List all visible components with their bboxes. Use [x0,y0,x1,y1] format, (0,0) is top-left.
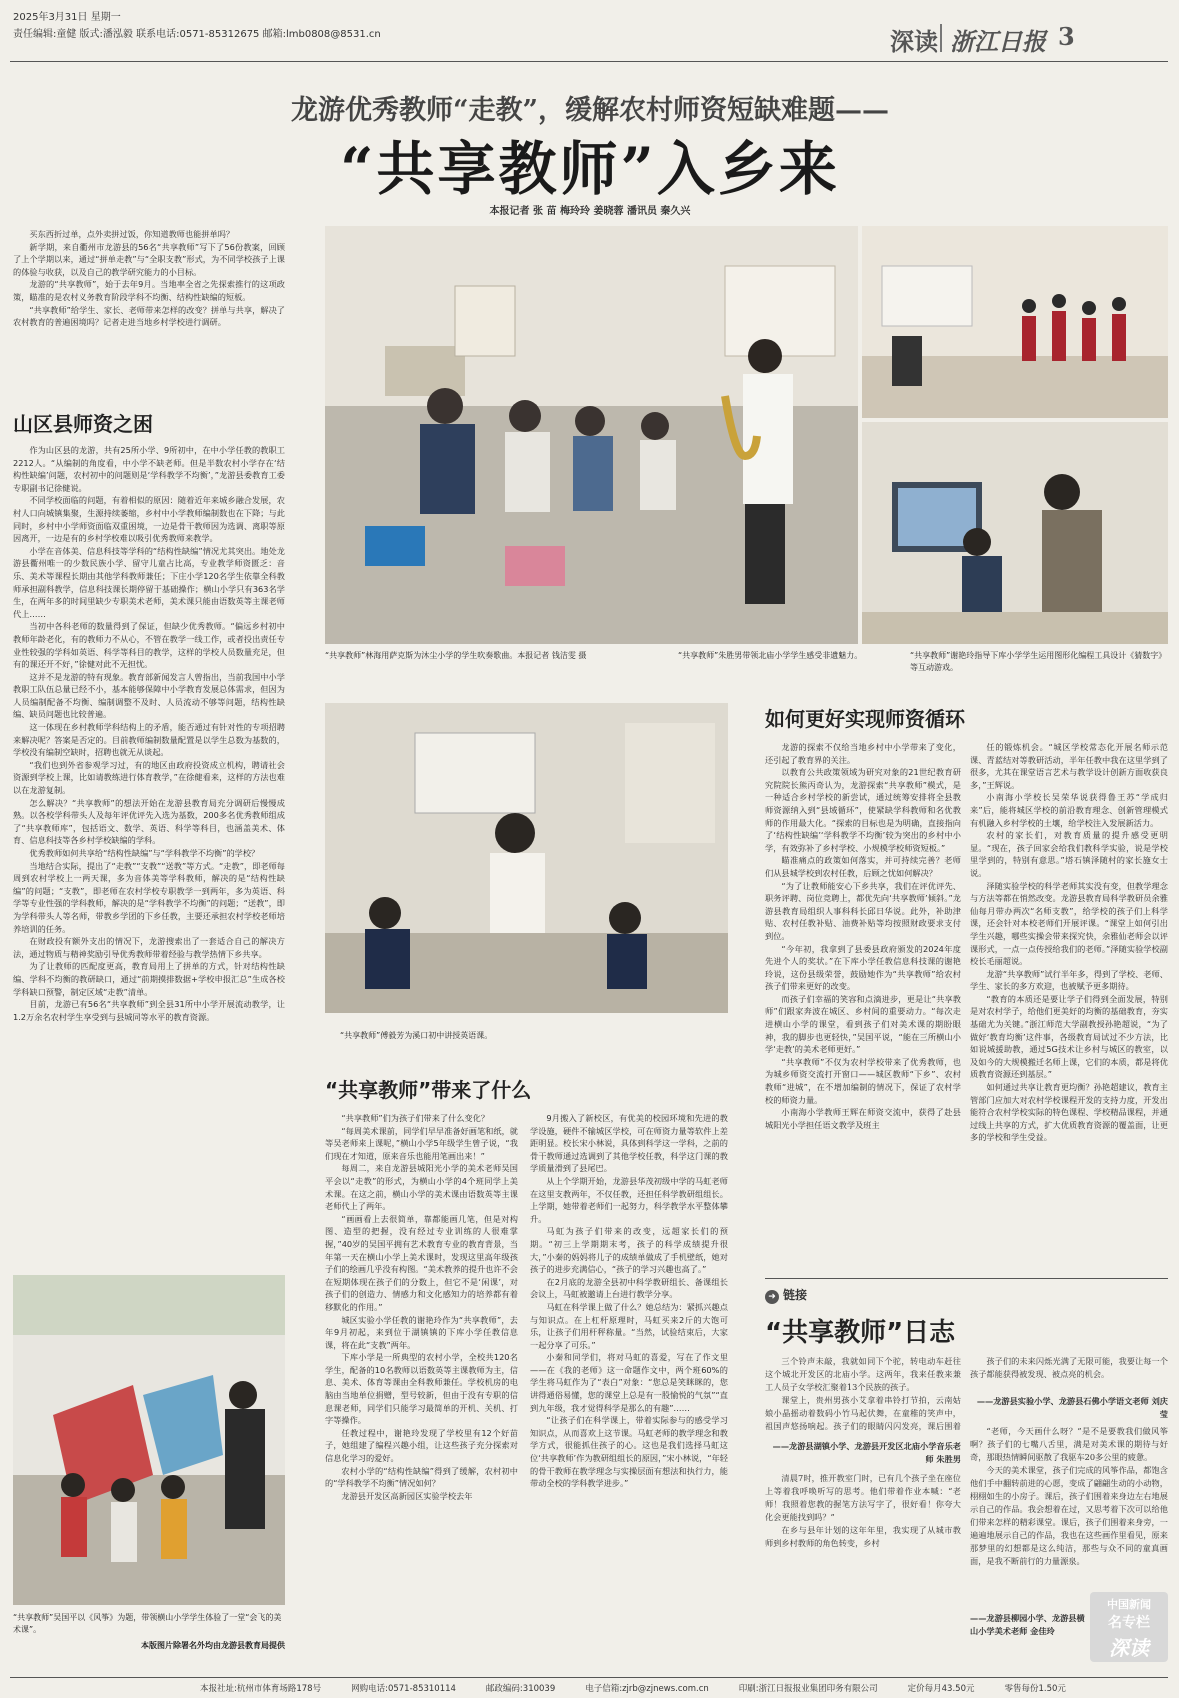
paragraph: 怎么解决？“共享教师”的想法开始在龙游县教育局充分调研后慢慢成熟。以各校学科带头人及每年评优评先入选为基数，200多名优秀教师组成了“共享教师库”，包括语文、数学、英语、科学等科目，也涵盖美术、体育、信息科技等各乡村学校缺编的学科。 [13,797,285,846]
paragraph: 龙游的探索不仅给当地乡村中小学带来了变化，还引起了教育界的关注。 [765,742,961,765]
section-title-1: 山区县师资之困 [13,412,153,436]
footer-postcode: 邮政编码:310039 [485,1684,556,1694]
paragraph: 优秀教师如何共享给“结构性缺编”与“学科教学不均衡”的学校？ [29,848,260,858]
footer-price-month: 定价每月43.50元 [907,1684,975,1694]
section-name: 深读 [890,27,938,56]
log-para: 今天的美术课堂，孩子们完成的风筝作品，都饱含他们手中翻转前进的心愿，变成了翩翩生动的小动物，栩栩如生的小房子。课后，孩子们围着来身边左右地展示自己的作品。我会想着在过，又思考着下次可以给他们带来怎样的精彩课堂。课后，孩子们围着来身旁，一遍遍地展示自己的作品，我也在这些画作里看见，原来那梦里的幻想都是这么纯洁，那些与众不同的童真画面，是我不断前行的力量源泉。 [970,1465,1168,1566]
log-entry-2-cont [970,1355,1168,1391]
paragraph: 龙游县开发区高新园区实验学校去年 [341,1490,473,1501]
headline-title: “共享教师”入乡来 [340,135,840,203]
paragraph: 在2月底的龙游全县初中科学教研组长、备课组长会议上，马虹被邀请上台进行教学分享。 [530,1276,728,1300]
paragraph: 作为山区县的龙游，共有25所小学、9所初中，在中小学任教的教职工2212人。“从编制的角度看，中小学不缺老师。但是半数农村小学存在‘结构性缺编’问题，农村初中的问题则是‘学科教学不均衡’，”龙游县委教育工委专职副书记徐健说。 [13,445,285,493]
column-watermark [1090,1592,1168,1662]
paragraph: 小秦和同学们，将对马虹的喜爱，写在了作文里——在《我的老师》这一命题作文中，两个班60%的学生将马虹作为了“表白”对象：“您总是笑眯眯的，您讲得通俗易懂，您的课堂上总是有一股愉悦的气氛”“直到九年级，我才觉得科学是那么的有趣”…… [530,1352,728,1413]
footer-address: 本报社址:杭州市体育场路178号 [200,1684,322,1694]
intro-para: 买东西折过单，点外卖拼过饭，你知道教师也能拼单吗？ [29,229,235,239]
intro-text [13,228,285,370]
paragraph: 马虹为孩子们带来的改变，远超家长们的预期。“初三上学期期末考，孩子的科学成绩提升很大，”小秦的妈妈将儿子的成绩单做成了手机壁纸，她对孩子的进步充满信心，“孩子的学习兴趣也高了。” [530,1226,728,1275]
footer-phone: 网购电话:0571-85310114 [351,1684,456,1694]
paragraph: 当地结合实际，提出了“走教”“支教”“送教”等方式。“走教”，即老师每周到农村学校上一两天课，多为音体美等学科教师，解决的是“结构性缺编”的问题；“支教”，即老师在农村学校专职教学一到两年，多为英语、科学等专业性强的学科教师，解决的是“学科教学不均衡”的问题；“送教”，即为学科带头人等名师，带教乡学团的下乡任教，主要还承担农村学校老师培养培训的任务。 [13,860,285,934]
paragraph: 9月搬入了新校区，有优美的校园环境和先进的教学设施，硬件不输城区学校，可在师资力量等软件上差距明显。校长宋小林说，具体到科学这一学科，之前的骨干教师通过选调到了其他学校任教，科学这门课的教学质量滑到了县尾巴。 [530,1113,728,1174]
log-signature-3: ——龙游县柳园小学、龙游县横山小学美术老师 金佳玲 [970,1613,1085,1636]
paragraph: 不同学校面临的问题，有着相似的原因：随着近年来城乡融合发展，农村人口向城镇集聚，生源持续萎缩，乡村中小学教师编制数也在下降；与此同时，乡村中小学师资面临双重困境，一边是骨干教师因为选调、离职等原因离开，一边是有的乡村学校难以吸引优秀教师来教学。 [13,495,285,544]
paragraph: 在财政投有额外支出的情况下，龙游搜索出了一套适合自己的解决方法，通过物质与精神奖励引导优秀教师带着经验与教学热情下乡共享。 [13,936,285,959]
paragraph: 每周二，来自龙游县城阳光小学的美术老师吴国平会以“走教”的形式，为横山小学的4个班同学上美术课。在这之前，横山小学的美术课由语数英等主课老师代上了两年。 [325,1163,518,1212]
newspaper-name: 浙江日报 [950,27,1046,56]
paragraph: “今年初，我拿到了县委县政府颁发的2024年度先进个人的奖状。”在下库小学任教信息科技课的谢艳玲说，这份县级荣誉，鼓励她作为“共享教师”给农村孩子们带来更好的改变。 [765,943,961,992]
log-para: 三个铃声未敲，我就如同下个驼，转电动车赶往这个城北开发区的北庙小学。这两年，我来任教来兼工人员子女学校汇聚着13个民族的孩子。 [765,1356,961,1392]
section-title-3: 如何更好实现师资循环 [765,707,965,731]
paragraph: 马虹在科学课上做了什么？她总结为：紧抓兴趣点与知识点。在上杠杆原理时，马虹买来2斤的大饱可乐，让孩子们用杆秤称量。“当然，试验结束后，大家一起分享了可乐。” [530,1301,728,1350]
section-2-col-1 [325,1112,518,1670]
photo-computer-class [862,422,1168,644]
masthead-divider [940,24,942,52]
log-entry-1 [765,1355,961,1435]
header-rule [10,61,1168,62]
log-para: 课堂上，贵州男孩小艾拿着串铃打节拍，云南姑娘小晶摇动着数码小竹马起伏舞，在童稚的笑声中，祖国声悠扬响起。孩子们的眼睛闪闪发亮，课后围着 [765,1395,961,1431]
section-2-col-2 [530,1112,728,1670]
paragraph: 城区实验小学任教的谢艳玲作为“共享教师”，去年9月初起，来到位于湖镇镇的下库小学任教信息课，将在此“支教”两年。 [325,1314,518,1350]
paragraph: 任教过程中，谢艳玲发现了学校里有12个好苗子，她组建了编程兴趣小组，让这些孩子充分探索对信息化学习的爱好。 [325,1427,518,1464]
paragraph: 为了让教师的匹配度更高，教育局用上了拼单的方式，针对结构性缺编、学科不均衡的教研缺口，通过“前期摸排数据+学校申报汇总”生成各校学科缺口预警，制定区域“走教”清单。 [13,961,285,997]
paragraph: “共享教师”们为孩子们带来了什么变化？ [341,1113,490,1123]
paragraph: 小学在音体美、信息科技等学科的“结构性缺编”情况尤其突出。地处龙游县衢州唯一的少数民族小学、留守儿童占比高，专业教学师资匮乏：音乐、美术等课程长期由其他学科教师兼任；下庄小学120名学生依靠全科教师承担副科教学，信息科技课长期停留于基础操作；横山小学只有363名学生，在两年多的时间里缺少专职美术老师，美术课只能由语数英等主课老师代上…… [13,545,285,619]
paragraph: 目前，龙游已有56名“共享教师”到全县31所中小学开展流动教学，让1.2万余名农村学生享受到与县城同等水平的教育资源。 [13,999,285,1022]
sidebar-rule [765,1278,1168,1279]
photo-kite-class [13,1275,285,1605]
paragraph: 而孩子们幸福的笑容和点滴进步，更是让“共享教师”们跟家奔波在城区、乡村间的重要动力。“每次走进横山小学的课堂，看到孩子们对美术课的期盼眼神，我的脚步也更轻快，”吴国平说，“能在三所横山小学‘走教’的美术老师更好。” [765,993,961,1055]
paragraph: “教育的本质还是要让学子们得到全面发展，特别是对农村学子，给他们更美好的均衡的基础教育，夯实基础尤为关键。”浙江师范大学副教授孙艳超说，“为了做好‘教育均衡’这件事，各级教育局试过不少方法，比如说城援助教，通过5G技术让乡村与城区的教室，以及如今的大规模搬迁名师上课，它们的本质，都是将优质教育资源还到基层。” [970,993,1168,1080]
paragraph: 这并不是龙游的特有现象。教育部新闻发言人曾指出，当前我国中小学教职工队伍总量已经不小，基本能够保障中小学教育发展总体需求，但因为人员编制配备不均衡、编制调整不及时、人员流动不够等问题，结构性缺编、缺员问题也比较普遍。 [13,671,285,720]
log-signature-1: ——龙游县湖镇小学、龙游县开发区北庙小学音乐老师 朱胜男 [772,1441,961,1464]
paragraph: 如何通过共享让教育更均衡？孙艳超建议，教育主管部门应加大对农村学校课程开发的支持力度，开发出能符合农村学校实际的特色课程、学校精品课程，并通过线上共享的方式，扩大优质教育资源的覆盖面，让更多的学校和学生受益。 [970,1082,1168,1143]
log-para: 清晨7时，推开教室门时，已有几个孩子坐在座位上等着我呼唤听写的思考。他们带着作业本喊：“老师！我照着您教的握笔方法写字了，很好看！你夸大化会更能找到吗？” [765,1473,961,1522]
log-entry-2 [765,1472,961,1657]
paragraph: 泽随实验学校的科学老师其实没有变，但教学理念与方法等都在悄然改变。龙游县教育局科学教研员余雅仙每月带办两次“名师支教”，给学校的孩子们上科学课，还会针对本校老师们开展评课。“课堂上如何引出学生兴趣，哪些实操会带来探究快，余雅仙老师会以评课形式，一点一点传授给我们的老师。”泽随实验学校副校长毛丽超说。 [970,880,1168,967]
watermark-line: 中国新闻 [1107,1598,1151,1611]
section-3-col-2 [970,741,1168,1261]
caption-kite: “共享教师”吴国平以《风筝》为题，带领横山小学学生体验了一堂“会飞的美术课”。 [13,1613,282,1634]
paragraph: 瞄准痛点的政策如何落实，并可持续完善？老师们从县城学校到农村任教，后顾之忧如何解决？ [765,855,961,878]
paragraph: “我们也到外省参观学习过，有的地区由政府投资成立机构，聘请社会资源到学校上课，比如请教练进行体育教学，”在徐健看来，这样的方法也难以在龙游复制。 [13,759,285,796]
footer-info [200,1682,1066,1694]
paragraph: “每周美术课前，同学们早早准备好画笔和纸，就等吴老师来上课呢，”横山小学5年级学生曾子说，“我们现在才知道，原来音乐也能用笔画出来！” [325,1125,518,1161]
paragraph: “让孩子们在科学课上，带着实际参与的感受学习知识点，从而喜欢上这节课。马虹老师的教学理念和教学方式，很能抓住孩子的心。这也是我们选择马虹这位‘共享教师’作为教研组组长的原因，”宋小林说，“年轻的骨干教师在教学理念与实操层面有想法和执行力，能带动全校的学科教学进步。” [530,1415,728,1489]
photo-saxophone-class [325,226,858,644]
sidebar-title: “共享教师”日志 [765,1318,956,1348]
watermark-line: 名专栏 [1108,1615,1150,1631]
paragraph: 当初中各科老师的数量得到了保证，但缺少优秀教师。“偏远乡村初中教师年龄老化，有的教师力不从心，不管在教学一线工作，或者投出责任专业性较强的学科如英语、科学等科目的教学，这样的学校人员数量充足，但有的课还开不好，”徐健对此不无担忧。 [13,621,285,670]
paragraph: 农村的家长们，对教育质量的提升感受更明显。“现在，孩子回家会给我们教科学实验，说是学校里学到的，特别有意思。”塔石镇泽随村的家长施女士说。 [970,830,1168,878]
paragraph: 以教育公共政策领域为研究对象的21世纪教育研究院院长熊丙奇认为，龙游探索“共享教师”模式，是一种适合乡村学校的新尝试，通过统筹安排将全县教师资源纳入到“县域循环”，使紧缺学科教师和名优教师的作用最大化。“探索的目标也是为明确，直接指向了‘结构性缺编’‘学科教学不均衡’较为突出的乡村中小学，有效弥补了乡村学校、小规模学校师资短板。” [765,767,961,853]
link-text: 链接 [783,1288,808,1302]
footer-rule [10,1677,1168,1678]
log-signature-2: ——龙游县实验小学、龙游县石佛小学语文老师 刘庆莹 [976,1396,1168,1419]
caption-dance: “共享教师”朱胜男带领北庙小学学生感受非遗魅力。 [678,651,863,660]
paragraph: “共享教师”不仅为农村学校带来了优秀教师，也为城乡师资交流打开窗口——城区教师“下乡”、农村教师“进城”，在不增加编制的情况下，保证了农村学校的师资力量。 [765,1056,961,1105]
paragraph: 任的锻炼机会。“城区学校常态化开展名师示范课、青蓝结对等教研活动，半年任教中我在这里学到了很多，尤其在课堂语言艺术与教学设计创新方面收获良多，”王辉说。 [970,742,1168,790]
caption-english: “共享教师”傅毅芳为溪口初中讲授英语课。 [340,1031,493,1040]
link-label [765,1286,807,1304]
caption-saxophone: “共享教师”林海用萨克斯为沐尘小学的学生吹奏歌曲。本报记者 钱洁雯 摄 [325,651,587,660]
byline: 本报记者 张 苗 梅玲玲 姜晓蓉 潘讯员 秦久兴 [489,206,691,217]
paragraph: 这一体现在乡村教师学科结构上的矛盾，能否通过有针对性的专项招聘来解决呢？答案是否定的。目前教师编制数量配置是以学生总数为基数的，学校没有编制空缺时，招聘也就无从谈起。 [13,722,285,758]
issue-date: 2025年3月31日 星期一 [13,12,121,23]
page-number: 3 [1058,22,1075,51]
intro-para: “共享教师”给学生、家长、老师带来怎样的改变？拼单与共享，解决了农村教育的普遍困境吗？记者走进当地乡村学校进行调研。 [13,304,285,328]
paragraph: 龙游“共享教师”试行半年多，得到了学校、老师、学生、家长的多方欢迎，也被赋予更多期待。 [970,968,1168,992]
paragraph: 从上个学期开始，龙游县华茂初级中学的马虹老师在这里支教两年，不仅任教，还担任科学教研组组长。上学期，她带着老师们一起努力，科学教学水平整体攀升。 [530,1175,728,1224]
section-1-body [13,444,285,1164]
log-para: “老师，今天画什么呀？”是不是要教我们做风筝啊？孩子们的七嘴八舌里，满是对美术课的期待与好奇，那眼热情瞬间驱散了我驱车20多公里的疲惫。 [970,1426,1168,1462]
paragraph: “画画看上去很简单，靠都能画几笔，但是对构图、造型的把握，没有经过专业训练的人很难掌握，”40岁的吴国平拥有艺术教育专业的教育背景，当年第一天在横山小学上美术课时，发现这里高年级孩子们的绘画几乎没有构图。“美术教养的提升也许不会在短期体现在孩子们的分数上，但它不是‘闲课’，对孩子们的创造力、情感力和文化感知力的培养都有着移默化的作用。” [325,1213,518,1312]
headline-kicker: 龙游优秀教师“走教”，缓解农村师资短缺难题—— [290,95,890,126]
log-para: 孩子们的未来闪烁光满了无限可能，我要让每一个孩子都能获得被发现、被点亮的机会。 [970,1356,1168,1379]
paragraph: 下库小学是一所典型的农村小学，全校共120名学生，配备的10名教师以语数英等主课教师为主，信息、美术、体育等课由全科教师兼任。学校机房的电脑由当地单位捐赠，型号较新，但由于没有专职的信息课老师，同学们只能学习最简单的开机、关机、打字等操作。 [325,1352,518,1426]
section-3-col-1 [765,741,961,1261]
intro-para: 龙游的“共享教师”，始于去年9月。当地率全省之先探索推行的这项政策，瞄准的是农村义务教育阶段学科不均衡、结构性缺编的短板。 [13,279,285,302]
section-title-2: “共享教师”带来了什么 [325,1078,532,1102]
caption-computer: “共享教师”谢艳玲指导下库小学学生运用图形化编程工具设计《猜数字》等互动游戏。 [910,651,1167,672]
photo-dance-class [862,226,1168,418]
paragraph: 小南海小学校长吴荣华说获得鲁王苏“学成归来”后，能将城区学校的前沿教育理念、创新管理模式有机融入乡村学校的土壤，给学校注入发展新活力。 [970,792,1168,828]
watermark-line: 深读 [1109,1636,1149,1660]
photo-credit: 本版图片除署名外均由龙游县教育局提供 [141,1641,285,1650]
paragraph: “为了让教师能安心下乡共享，我们在评优评先、职务评聘、岗位竞聘上，都优先向‘共享教师’倾斜。”龙游县教育局组织人事科科长邱日华说。此外，补助津贴、农村任教补贴、油费补贴等均按照财政要求支付到位。 [765,880,961,941]
footer-email: 电子信箱:zjrb@zjnews.com.cn [585,1684,709,1694]
log-para: 在乡与县年计划的这年年里，我实现了从城市教师到乡村教师的角色转变，乡村 [765,1525,961,1548]
arrow-right-icon: ➜ [765,1290,779,1304]
log-entry-3 [970,1425,1168,1605]
editor-info: 责任编辑:童健 版式:潘泓毅 联系电话:0571-85312675 邮箱:lmb0808@8531.cn [13,29,381,40]
paragraph: 农村小学的“结构性缺编”得到了缓解，农村初中的“学科教学不均衡”情况如何？ [325,1465,518,1489]
footer-price-single: 零售每份1.50元 [1004,1684,1066,1694]
paragraph: 小南海小学教师王辉在师资交流中，获得了赴县城阳光小学担任语文教学及班主 [765,1107,961,1130]
photo-english-class [325,703,728,1013]
intro-para: 新学期，来自衢州市龙游县的56名“共享教师”写下了56份教案，回顾了上个学期以来，通过“拼单走教”与“全职支教”形式，为不同学校孩子上课的体验与收获，以及自己的教学研究能力的小目标。 [13,241,285,277]
footer-printer: 印刷:浙江日报报业集团印务有限公司 [738,1684,878,1694]
